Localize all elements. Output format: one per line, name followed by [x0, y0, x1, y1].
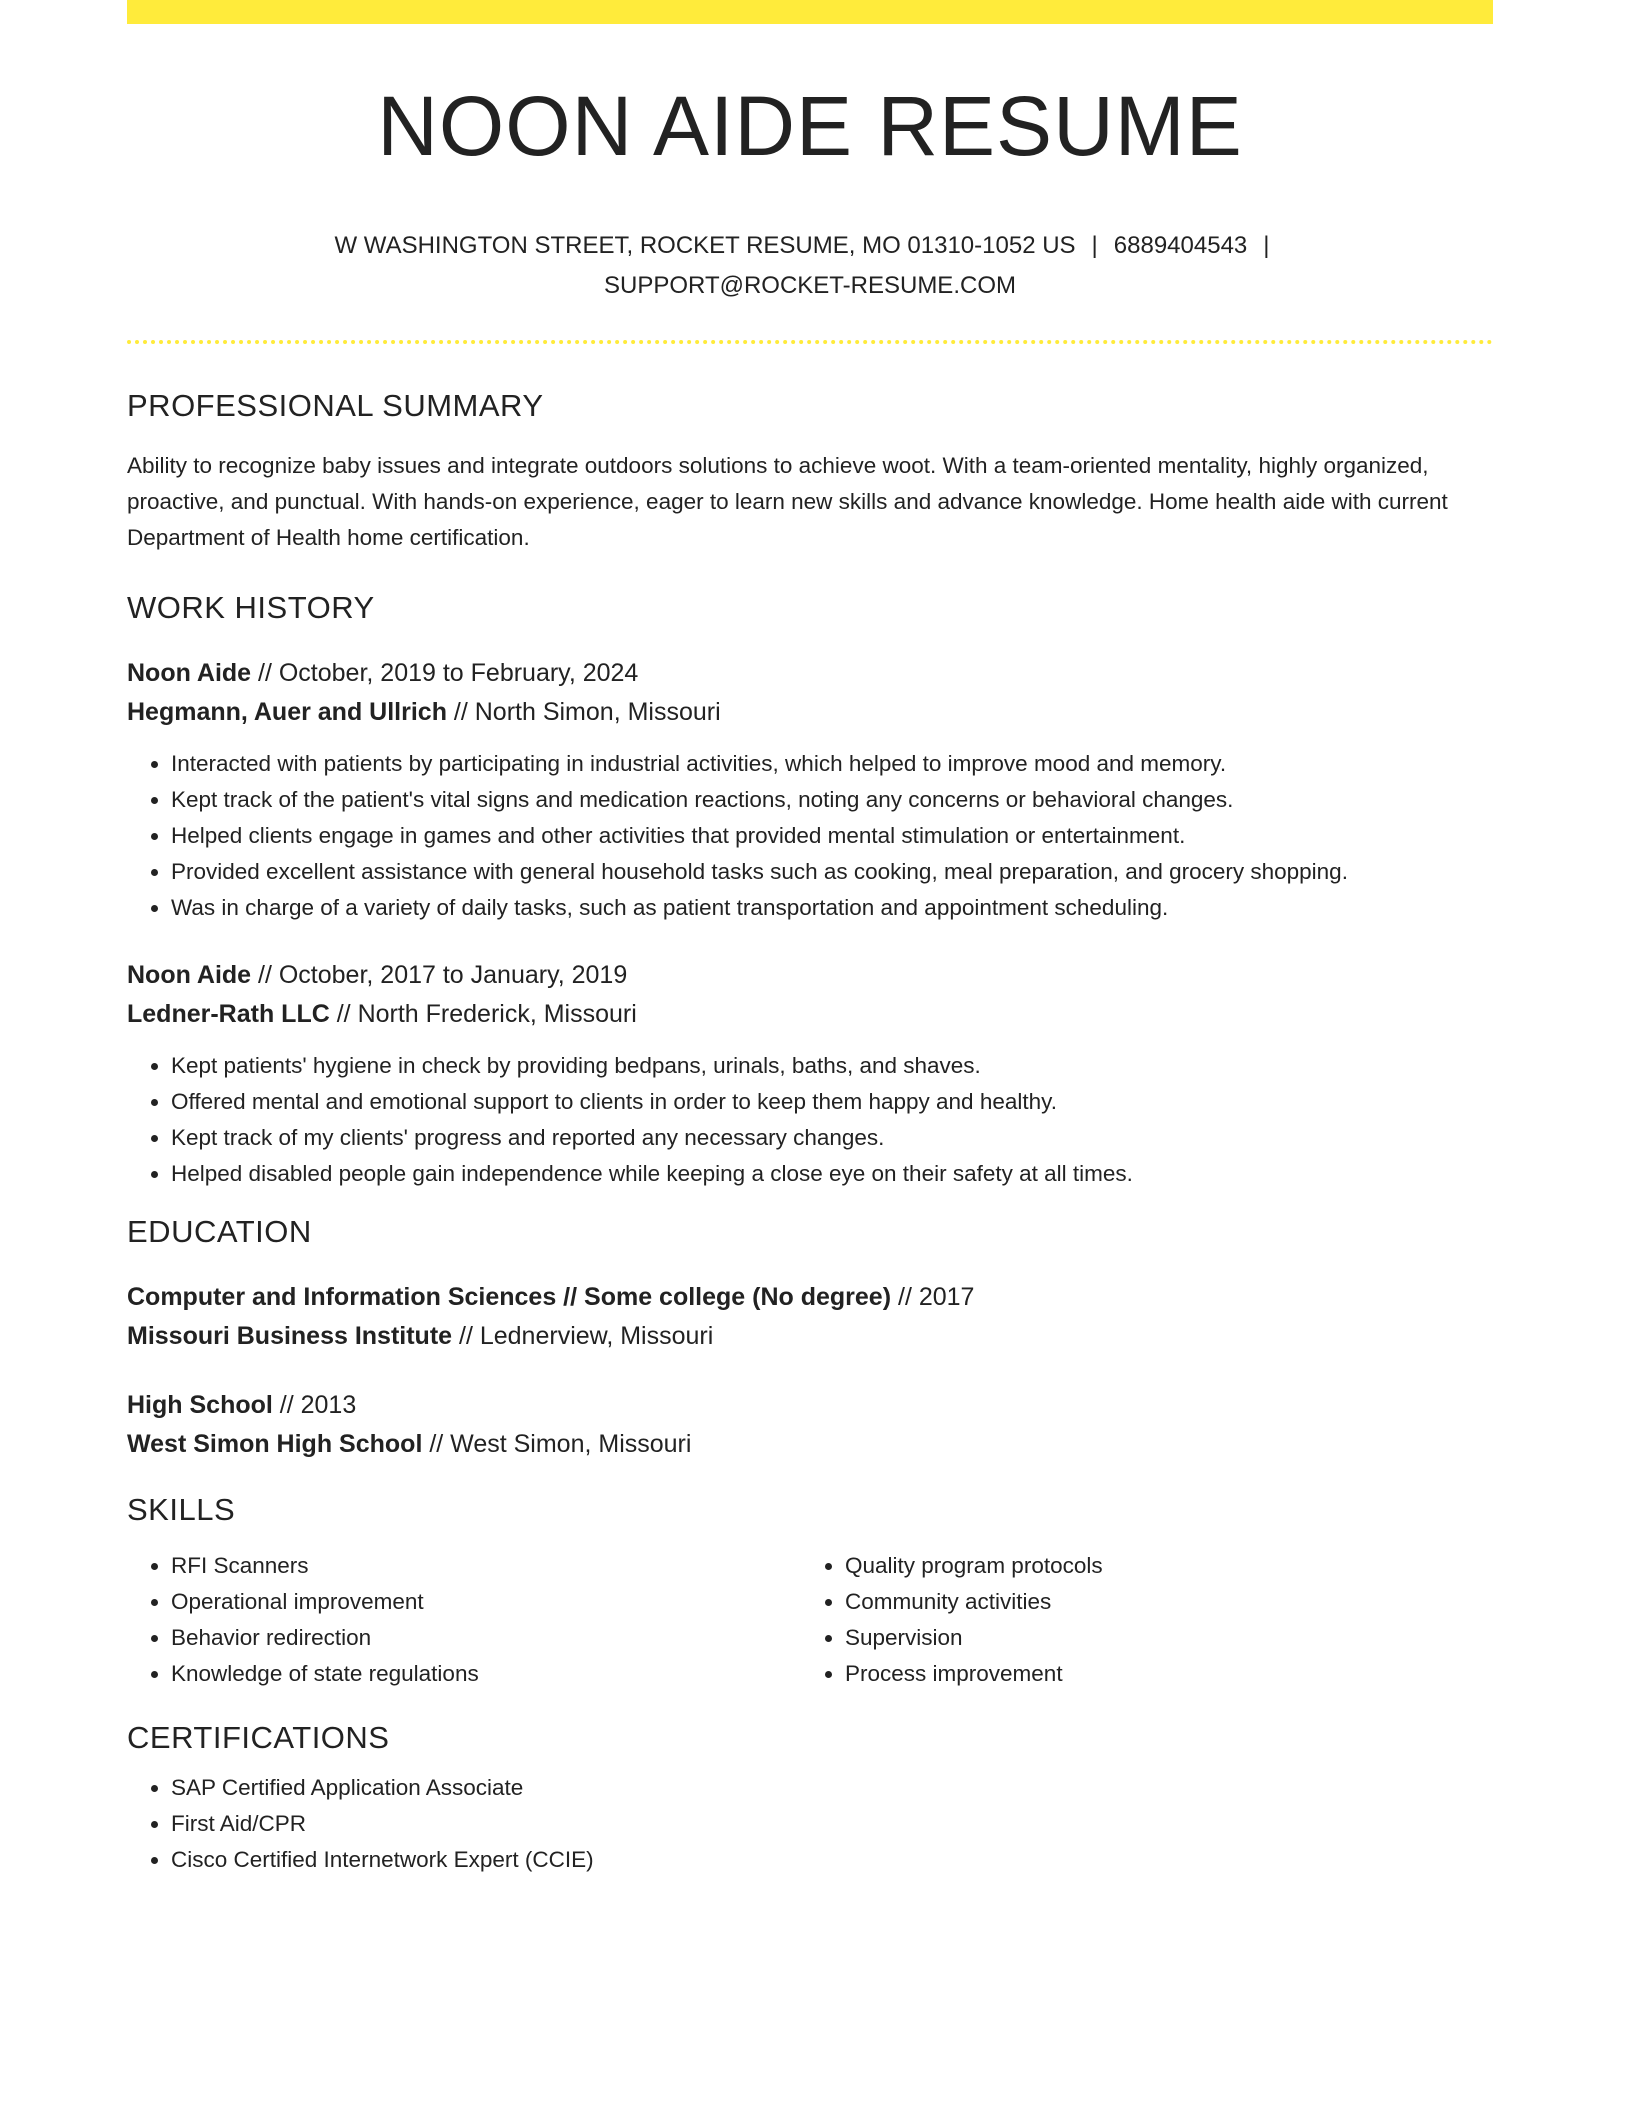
education-location: // Lednerview, Missouri — [452, 1322, 714, 1351]
list-item: • SAP Certified Application Associate — [171, 1770, 1493, 1806]
education-school-line — [127, 1317, 1493, 1356]
education-year: // 2017 — [891, 1283, 975, 1312]
education-school: West Simon High School — [127, 1430, 423, 1459]
list-item: • Process improvement — [845, 1656, 1475, 1692]
education-year: // 2013 — [272, 1391, 357, 1420]
list-item: • Quality program protocols — [845, 1548, 1475, 1584]
list-item: • Community activities — [845, 1584, 1475, 1620]
job-role: Noon Aide — [127, 961, 252, 990]
contact-email: SUPPORT@ROCKET-RESUME.COM — [604, 272, 1016, 300]
list-item: • Kept track of the patient's vital signs and medication reactions, noting any concerns or behavioral changes. — [171, 782, 1493, 818]
resume-title: NOON AIDE RESUME — [377, 79, 1243, 173]
job-location: // North Simon, Missouri — [446, 698, 721, 727]
education-entry — [127, 1386, 1493, 1464]
job-bullets — [127, 746, 1493, 926]
list-item: • Knowledge of state regulations — [171, 1656, 801, 1692]
section-title-certifications: CERTIFICATIONS — [127, 1720, 390, 1756]
certifications-list — [127, 1770, 1493, 1878]
list-item: • Cisco Certified Internetwork Expert (CCIE) — [171, 1842, 1493, 1878]
job-company-line — [127, 693, 1493, 732]
list-item: • Supervision — [845, 1620, 1475, 1656]
education-degree-line — [127, 1278, 1493, 1317]
job-company: Ledner-Rath LLC — [127, 1000, 330, 1029]
education-degree-line — [127, 1386, 1493, 1425]
list-item: • Offered mental and emotional support to clients in order to keep them happy and healthy. — [171, 1084, 1493, 1120]
contact-phone: 6889404543 — [1113, 232, 1248, 260]
list-item: • Operational improvement — [171, 1584, 801, 1620]
education-entry — [127, 1278, 1493, 1356]
list-item: • Helped clients engage in games and other activities that provided mental stimulation or entertainment. — [171, 818, 1493, 854]
contact-separator: | — [1263, 232, 1270, 260]
job-entry — [127, 654, 1493, 926]
list-item: • RFI Scanners — [171, 1548, 801, 1584]
list-item: • Interacted with patients by participating in industrial activities, which helped to improve mood and memory. — [171, 746, 1493, 782]
list-item: • Kept patients' hygiene in check by providing bedpans, urinals, baths, and shaves. — [171, 1048, 1493, 1084]
section-title-skills: SKILLS — [127, 1492, 236, 1528]
list-item: • Provided excellent assistance with general household tasks such as cooking, meal preparation, and grocery shopping. — [171, 854, 1493, 890]
section-title-summary: PROFESSIONAL SUMMARY — [127, 388, 544, 424]
job-entry — [127, 956, 1493, 1192]
list-item: • Helped disabled people gain independence while keeping a close eye on their safety at all times. — [171, 1156, 1493, 1192]
education-school: Missouri Business Institute — [127, 1322, 453, 1351]
contact-separator: | — [1091, 232, 1098, 260]
job-role: Noon Aide — [127, 659, 252, 688]
resume-page — [127, 0, 1493, 1878]
education-degree: High School — [127, 1391, 273, 1420]
list-item: • Was in charge of a variety of daily tasks, such as patient transportation and appointment scheduling. — [171, 890, 1493, 926]
skills-grid — [127, 1548, 1493, 1692]
job-company-line — [127, 995, 1493, 1034]
list-item: • First Aid/CPR — [171, 1806, 1493, 1842]
list-item: • Behavior redirection — [171, 1620, 801, 1656]
job-dates: // October, 2019 to February, 2024 — [251, 659, 639, 688]
accent-top-bar — [127, 0, 1493, 24]
job-company: Hegmann, Auer and Ullrich — [127, 698, 447, 727]
education-school-line — [127, 1425, 1493, 1464]
education-location: // West Simon, Missouri — [422, 1430, 692, 1459]
section-title-work-history: WORK HISTORY — [127, 590, 375, 626]
dotted-divider — [127, 340, 1493, 344]
skills-column-left — [127, 1548, 801, 1692]
list-item: • Kept track of my clients' progress and reported any necessary changes. — [171, 1120, 1493, 1156]
contact-info — [127, 226, 1493, 306]
section-title-education: EDUCATION — [127, 1214, 312, 1250]
job-role-line — [127, 956, 1493, 995]
job-role-line — [127, 654, 1493, 693]
summary-text: Ability to recognize baby issues and integrate outdoors solutions to achieve woot. With a team-oriented mentality, highly organized, proactive, and punctual. With hands-on experience, eager to learn new skills and advance knowledge. Home health aide with current Department of Health home certification. — [127, 453, 1448, 551]
education-degree: Computer and Information Sciences // Some college (No degree) — [127, 1283, 892, 1312]
job-location: // North Frederick, Missouri — [329, 1000, 637, 1029]
contact-address: W WASHINGTON STREET, ROCKET RESUME, MO 01310-1052 US — [334, 232, 1076, 260]
skills-column-right — [801, 1548, 1475, 1692]
job-bullets — [127, 1048, 1493, 1192]
job-dates: // October, 2017 to January, 2019 — [251, 961, 628, 990]
